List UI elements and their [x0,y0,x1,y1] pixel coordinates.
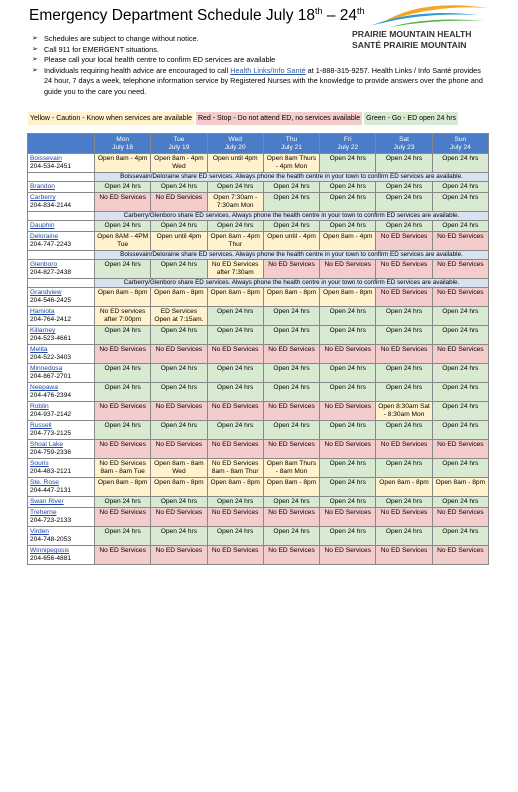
status-cell: No ED Services [95,508,151,527]
schedule-table [27,133,489,565]
site-phone: 204-764-2412 [30,316,72,323]
status-cell: Open 24 hrs [320,182,376,193]
status-cell: Open 24 hrs [432,497,488,508]
day-name: Sun [454,135,467,143]
site-link[interactable]: Melita [30,346,48,353]
status-cell: Open 24 hrs [320,221,376,232]
status-cell: Open 8AM - 4PM Tue [95,232,151,251]
site-phone: 204-723-2133 [30,517,72,524]
status-cell: Open 24 hrs [320,154,376,173]
site-link[interactable]: Killarney [30,327,56,334]
day-date: July 18 [112,143,134,151]
status-cell: Open 8am - 8pm [376,478,432,497]
site-cell [28,508,95,527]
status-cell: Open 8am - 8pm [95,478,151,497]
status-cell: Open 24 hrs [151,221,207,232]
note-row [28,279,489,288]
status-cell: Open 24 hrs [151,364,207,383]
status-cell: No ED Services [432,546,488,565]
site-phone: 204-522-3403 [30,354,72,361]
site-phone: 204-748-2053 [30,536,72,543]
status-cell: Open 8am - 8pm [263,288,319,307]
status-cell: Open 24 hrs [320,307,376,326]
day-name: Sat [399,135,409,143]
status-cell: Open 24 hrs [207,497,263,508]
status-cell: Open 8am - 8pm [263,478,319,497]
site-phone: 204-834-2144 [30,202,72,209]
site-phone: 204-747-2243 [30,241,72,248]
site-link[interactable]: Grandview [30,289,62,296]
table-row [28,459,489,478]
site-cell [28,288,95,307]
site-link[interactable]: Hamiota [30,308,55,315]
status-cell: Open 8am - 8pm [151,288,207,307]
note-row [28,251,489,260]
site-link[interactable]: Ste. Rose [30,479,59,486]
site-link[interactable]: Dauphin [30,222,55,229]
status-cell: No ED Services [151,345,207,364]
notes-list [30,34,490,98]
site-link[interactable]: Roblin [30,403,49,410]
status-cell: No ED Services [320,546,376,565]
status-cell: Open 24 hrs [432,326,488,345]
status-cell: No ED Services [376,508,432,527]
site-cell [28,478,95,497]
status-cell: Open 24 hrs [320,421,376,440]
status-cell: Open 8am - 8am Wed [151,459,207,478]
day-header [376,134,432,154]
site-link[interactable]: Carberry [30,194,56,201]
note-spacer [28,212,95,221]
shared-services-note: Boissevain/Deloraine share ED services. Always phone the health centre in your town to confirm ED services are available. [95,173,489,182]
status-cell: Open 24 hrs [376,364,432,383]
note-spacer [28,173,95,182]
status-cell: Open 24 hrs [376,527,432,546]
legend-yellow: Yellow - Caution - Know when services are available [28,112,194,125]
note-item [30,66,490,98]
site-cell [28,345,95,364]
status-cell: Open 24 hrs [432,364,488,383]
status-cell: Open 8am - 8pm [95,288,151,307]
status-cell: Open 24 hrs [432,459,488,478]
status-cell: Open 24 hrs [263,497,319,508]
status-cell: No ED Services [376,260,432,279]
status-cell: Open 24 hrs [151,260,207,279]
status-cell: Open 24 hrs [95,383,151,402]
status-cell: No ED Services [207,440,263,459]
status-cell: Open 24 hrs [320,497,376,508]
logo-line-2: SANTÉ PRAIRIE MOUNTAIN [352,40,467,50]
status-cell: No ED Services [432,260,488,279]
status-cell: No ED Services [432,345,488,364]
status-cell: No ED Services [376,232,432,251]
table-row [28,154,489,173]
status-cell: No ED Services [95,440,151,459]
status-cell: Open 24 hrs [207,421,263,440]
status-cell: Open 24 hrs [376,459,432,478]
status-cell: No ED services after 7:00pm [95,307,151,326]
status-cell: No ED Services [263,546,319,565]
day-header [95,134,151,154]
status-cell: Open 24 hrs [207,527,263,546]
table-row [28,288,489,307]
status-cell: Open 24 hrs [263,527,319,546]
table-row [28,182,489,193]
status-cell: No ED Services [151,546,207,565]
status-cell: Open 24 hrs [95,527,151,546]
site-link[interactable]: Neepawa [30,384,58,391]
site-link[interactable]: Virden [30,528,49,535]
status-cell: No ED Services [320,345,376,364]
status-cell: Open 24 hrs [151,421,207,440]
status-cell: No ED Services [432,232,488,251]
status-cell: No ED Services [207,508,263,527]
status-cell: Open 24 hrs [263,364,319,383]
status-cell: Open 24 hrs [95,260,151,279]
status-cell: Open 8am Thurs - 4pm Mon [263,154,319,173]
status-cell: Open 24 hrs [432,193,488,212]
logo-swoosh-icon [360,2,490,28]
status-cell: Open 24 hrs [95,497,151,508]
site-link[interactable]: Russell [30,422,52,429]
status-cell: Open 24 hrs [432,402,488,421]
status-cell: No ED Services [320,402,376,421]
status-cell: Open 24 hrs [320,478,376,497]
status-cell: Open 8am - 8pm [320,288,376,307]
schedule-header-row [28,134,489,154]
status-cell: Open 24 hrs [320,383,376,402]
day-header [432,134,488,154]
site-phone: 204-534-2451 [30,163,72,170]
day-name: Tue [173,135,185,143]
status-cell: Open 24 hrs [432,182,488,193]
status-cell: Open 24 hrs [151,326,207,345]
status-cell: No ED Services [95,402,151,421]
day-header [263,134,319,154]
table-row [28,440,489,459]
status-cell: Open 24 hrs [376,497,432,508]
status-cell: Open 8am - 4pm [95,154,151,173]
status-cell: Open 24 hrs [376,182,432,193]
status-cell: Open 24 hrs [376,154,432,173]
shared-services-note: Boissevain/Deloraine share ED services. Always phone the health centre in your town to confirm ED services are available. [95,251,489,260]
site-cell [28,182,95,193]
status-cell: Open 24 hrs [376,221,432,232]
table-row [28,546,489,565]
status-cell: Open 24 hrs [263,221,319,232]
status-cell: Open until 4pm [207,154,263,173]
status-cell: Open until 4pm [151,232,207,251]
day-date: July 21 [281,143,302,151]
site-phone: 204-867-2701 [30,373,72,380]
status-cell: No ED Services [263,260,319,279]
status-cell: Open 24 hrs [263,326,319,345]
site-cell [28,497,95,508]
table-row [28,307,489,326]
note-row [28,212,489,221]
status-cell: Open 24 hrs [95,182,151,193]
site-link[interactable]: Winnipegosis [30,547,70,554]
status-cell: Open 8am - 4pm Wed [151,154,207,173]
status-cell: Open 24 hrs [95,221,151,232]
status-cell: Open 24 hrs [207,307,263,326]
site-phone: 204-483-2121 [30,468,72,475]
status-cell: No ED Services [320,508,376,527]
status-cell: Open 24 hrs [432,154,488,173]
status-cell: Open 24 hrs [320,527,376,546]
status-cell: Open 24 hrs [95,326,151,345]
status-cell: No ED Services [207,402,263,421]
site-link[interactable]: Minnedosa [30,365,63,372]
status-cell: No ED Services [95,345,151,364]
status-cell: Open 24 hrs [263,421,319,440]
day-date: July 24 [449,143,471,151]
status-cell: No ED Services [376,288,432,307]
status-cell: No ED Services [263,345,319,364]
site-cell [28,307,95,326]
status-cell: Open 8am - 8pm [207,478,263,497]
status-cell: Open 24 hrs [432,221,488,232]
site-phone: 204-827-2438 [30,269,72,276]
status-cell: No ED Services [95,193,151,212]
note-row [28,173,489,182]
status-cell: Open 24 hrs [263,193,319,212]
site-link[interactable]: Swan River [30,498,64,505]
site-cell [28,459,95,478]
status-cell: No ED Services [432,440,488,459]
status-cell: Open 24 hrs [432,421,488,440]
site-phone: 204-937-2142 [30,411,72,418]
status-cell: Open 24 hrs [320,193,376,212]
day-name: Wed [228,135,242,143]
site-phone: 204-546-2425 [30,297,72,304]
status-cell: Open until - 4pm [263,232,319,251]
status-cell: Open 24 hrs [151,497,207,508]
status-cell: No ED Services [320,260,376,279]
note-item: ➢ Please call your local health centre to confirm ED services are available [30,55,490,66]
status-cell: Open 8am - 8pm [432,478,488,497]
site-cell [28,440,95,459]
table-row [28,421,489,440]
status-cell: No ED Services [207,546,263,565]
status-cell: Open 24 hrs [376,421,432,440]
table-row [28,345,489,364]
table-row [28,232,489,251]
day-date: July 22 [337,143,359,151]
day-header [320,134,376,154]
site-link[interactable]: Shoal Lake [30,441,63,448]
site-phone: 204-773-2125 [30,430,72,437]
status-cell: No ED Services [95,546,151,565]
status-cell: No ED Services [151,402,207,421]
table-row [28,383,489,402]
table-row [28,260,489,279]
site-link[interactable]: Glenboro [30,261,58,268]
day-name: Fri [343,135,352,143]
day-header [151,134,207,154]
note-item: ➢ Schedules are subject to change without notice. [30,34,490,45]
status-cell: Open 24 hrs [95,364,151,383]
status-cell: No ED Services 8am - 8am Tue [95,459,151,478]
status-cell: No ED Services [376,546,432,565]
page-title: Emergency Department Schedule July 18th – 24th [29,6,365,25]
status-cell: Open 8am - 8pm [207,288,263,307]
status-cell: Open 24 hrs [376,307,432,326]
status-cell: Open 24 hrs [151,383,207,402]
site-cell [28,364,95,383]
status-cell: No ED Services [263,440,319,459]
table-row [28,364,489,383]
day-date: July 20 [224,143,246,151]
status-cell: Open 24 hrs [207,326,263,345]
status-cell: Open 24 hrs [320,364,376,383]
status-cell: Open 24 hrs [376,326,432,345]
site-link[interactable]: Brandon [30,183,55,190]
status-cell: Open 24 hrs [376,383,432,402]
status-cell: No ED Services [432,288,488,307]
site-cell [28,193,95,212]
site-phone: 204-656-4881 [30,555,72,562]
status-cell: No ED Services [376,345,432,364]
note-spacer [28,251,95,260]
status-cell: Open 8am - 8pm [151,478,207,497]
status-cell: No ED Services after 7:30am [207,260,263,279]
day-date: July 19 [168,143,190,151]
status-cell: Open 24 hrs [95,421,151,440]
site-cell [28,421,95,440]
status-cell: Open 24 hrs [320,326,376,345]
site-link[interactable]: Deloraine [30,233,59,240]
status-cell: No ED Services [263,508,319,527]
site-phone: 204-476-2394 [30,392,72,399]
status-cell: ED Services Open at 7:15am. [151,307,207,326]
site-cell [28,154,95,173]
status-cell: Open 24 hrs [263,383,319,402]
corner-cell [28,134,95,154]
site-cell [28,260,95,279]
table-row [28,527,489,546]
legend-red: Red - Stop - Do not attend ED, no services available [196,112,362,125]
status-cell: Open 8am Thurs - 8am Mon [263,459,319,478]
table-row [28,193,489,212]
status-cell: No ED Services [263,402,319,421]
table-row [28,402,489,421]
status-cell: Open 24 hrs [263,182,319,193]
status-cell: Open 7:30am - 7:30am Mon [207,193,263,212]
status-cell: No ED Services [432,508,488,527]
status-cell: Open 8am - 4pm Thur [207,232,263,251]
site-link[interactable]: Boissevain [30,155,62,162]
note-item: ➢ Call 911 for EMERGENT situations. [30,45,490,56]
table-row [28,508,489,527]
status-cell: Open 24 hrs [432,383,488,402]
status-cell: Open 24 hrs [207,364,263,383]
status-cell: No ED Services [151,508,207,527]
day-date: July 23 [393,143,415,151]
site-cell [28,232,95,251]
status-cell: Open 24 hrs [432,307,488,326]
day-header [207,134,263,154]
status-cell: Open 24 hrs [432,527,488,546]
shared-services-note: Carberry/Glenboro share ED services. Always phone the health centre in your town to confirm ED services are available. [95,212,489,221]
logo-line-1: PRAIRIE MOUNTAIN HEALTH [352,29,472,39]
status-cell: No ED Services [151,193,207,212]
site-phone: 204-523-4661 [30,335,72,342]
note-text: at 1-888-315-9257. Health Links / Info Santé provides 24 hour, 7 days a week, telephone information service by Registered Nurses with the knowledge to provide answers over the phone and guide you to the care you need. [44,65,483,96]
site-cell [28,527,95,546]
status-cell: Open 24 hrs [207,221,263,232]
site-cell [28,383,95,402]
status-cell: Open 8:30am Sat - 8:30am Mon [376,402,432,421]
shared-services-note: Carberry/Glenboro share ED services. Always phone the health centre in your town to confirm ED services are available. [95,279,489,288]
table-row [28,478,489,497]
health-links-link[interactable]: Health Links/Info Santé [230,65,306,75]
table-row [28,497,489,508]
day-name: Mon [116,135,130,143]
status-cell: Open 24 hrs [207,182,263,193]
site-phone: 204-447-2131 [30,487,72,494]
status-cell: No ED Services [207,345,263,364]
legend-green: Green - Go - ED open 24 hrs [364,112,458,125]
status-cell: Open 8am - 4pm [320,232,376,251]
status-cell: Open 24 hrs [207,383,263,402]
site-link[interactable]: Souris [30,460,49,467]
site-cell [28,402,95,421]
status-cell: No ED Services 8am - 8am Thur [207,459,263,478]
table-row [28,221,489,232]
site-link[interactable]: Treherne [30,509,57,516]
status-cell: No ED Services [320,440,376,459]
note-text: Individuals requiring health advice are encouraged to call [44,65,231,75]
site-phone: 204-759-2336 [30,449,72,456]
status-cell: Open 24 hrs [151,182,207,193]
status-cell: Open 24 hrs [320,459,376,478]
status-cell: Open 24 hrs [376,193,432,212]
site-cell [28,546,95,565]
note-spacer [28,279,95,288]
status-cell: Open 24 hrs [151,527,207,546]
site-cell [28,221,95,232]
day-name: Thu [285,135,298,143]
site-cell [28,326,95,345]
status-cell: No ED Services [376,440,432,459]
table-row [28,326,489,345]
color-legend [28,112,488,125]
status-cell: Open 24 hrs [263,307,319,326]
status-cell: No ED Services [151,440,207,459]
